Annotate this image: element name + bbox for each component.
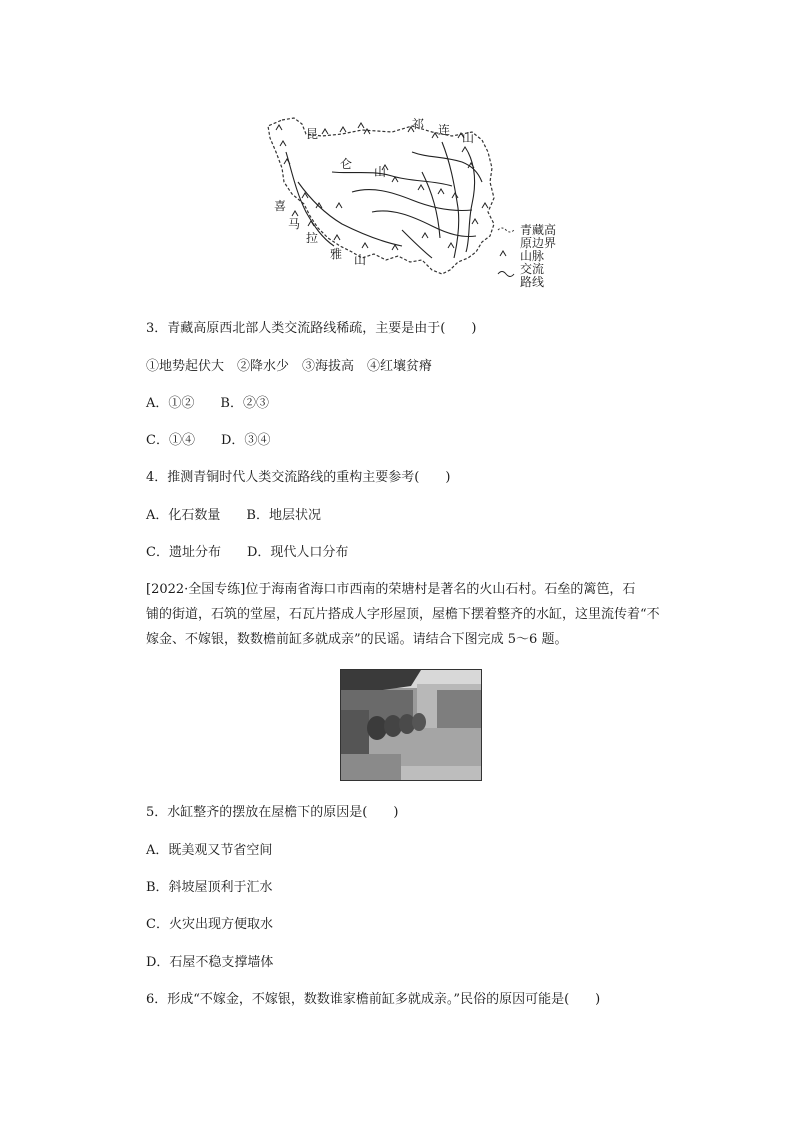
map-label-kunlun-3: 山 xyxy=(374,165,387,179)
q4-options-ab: A．化石数量 B．地层状况 xyxy=(146,508,321,523)
q4-stem: 4．推测青铜时代人类交流路线的重构主要参考( ) xyxy=(146,470,451,485)
legend-boundary-label-1: 青藏高 xyxy=(520,223,557,237)
q5-option-a: A．既美观又节省空间 xyxy=(146,843,273,858)
map-label-qilian-2: 连 xyxy=(438,123,451,137)
legend-route-label-1: 交流 xyxy=(520,262,545,276)
intro-line-3: 嫁金、不嫁银，数数檐前缸多就成亲”的民谣。请结合下图完成 5～6 题。 xyxy=(146,632,568,647)
intro-line-1: [2022·全国专练]位于海南省海口市西南的荣塘村是著名的火山石村。石垒的篱笆，石 xyxy=(146,582,636,597)
map-label-qilian-1: 祁 xyxy=(412,117,425,131)
legend-boundary-symbol xyxy=(498,228,514,232)
legend-mountain-symbol xyxy=(500,251,506,256)
map-label-kunlun-1: 昆 xyxy=(306,127,319,141)
q3-items: ①地势起伏大 ②降水少 ③海拔高 ④红壤贫瘠 xyxy=(146,359,433,374)
village-water-jars-photo xyxy=(340,669,482,781)
plateau-map xyxy=(262,112,562,290)
map-label-xi-1: 喜 xyxy=(274,199,287,213)
q3-stem: 3．青藏高原西北部人类交流路线稀疏，主要是由于( ) xyxy=(146,321,477,336)
map-label-qilian-3: 山 xyxy=(462,131,475,145)
legend-mountain-label: 山脉 xyxy=(520,249,545,263)
map-label-xi-4: 雅 xyxy=(330,247,343,261)
q3-options-ab: A．①② B．②③ xyxy=(146,396,269,411)
q6-stem: 6．形成“不嫁金，不嫁银，数数谁家檐前缸多就成亲。”民俗的原因可能是( ) xyxy=(146,992,601,1007)
plateau-boundary xyxy=(268,118,494,274)
legend-boundary-label-2: 原边界 xyxy=(520,236,557,250)
intro-paragraph xyxy=(146,577,660,652)
intro-line-2: 铺的街道，石筑的堂屋，石瓦片搭成人字形屋顶，屋檐下摆着整齐的水缸，这里流传着“不 xyxy=(146,607,660,622)
map-label-xi-3: 拉 xyxy=(306,231,319,245)
map-label-xi-5: 山 xyxy=(354,253,367,267)
map-label-xi-2: 马 xyxy=(288,217,301,231)
q3-options-cd: C．①④ D．③④ xyxy=(146,433,271,448)
map-label-kunlun-2: 仑 xyxy=(340,157,353,171)
legend-route-symbol xyxy=(498,272,514,277)
q5-option-b: B．斜坡屋顶利于汇水 xyxy=(146,880,273,895)
q5-option-c: C．火灾出现方便取水 xyxy=(146,917,273,932)
legend-route-label-2: 路线 xyxy=(520,275,545,289)
q5-option-d: D．石屋不稳支撑墙体 xyxy=(146,955,274,970)
q5-stem: 5．水缸整齐的摆放在屋檐下的原因是( ) xyxy=(146,805,399,820)
q4-options-cd: C．遗址分布 D．现代人口分布 xyxy=(146,545,349,560)
